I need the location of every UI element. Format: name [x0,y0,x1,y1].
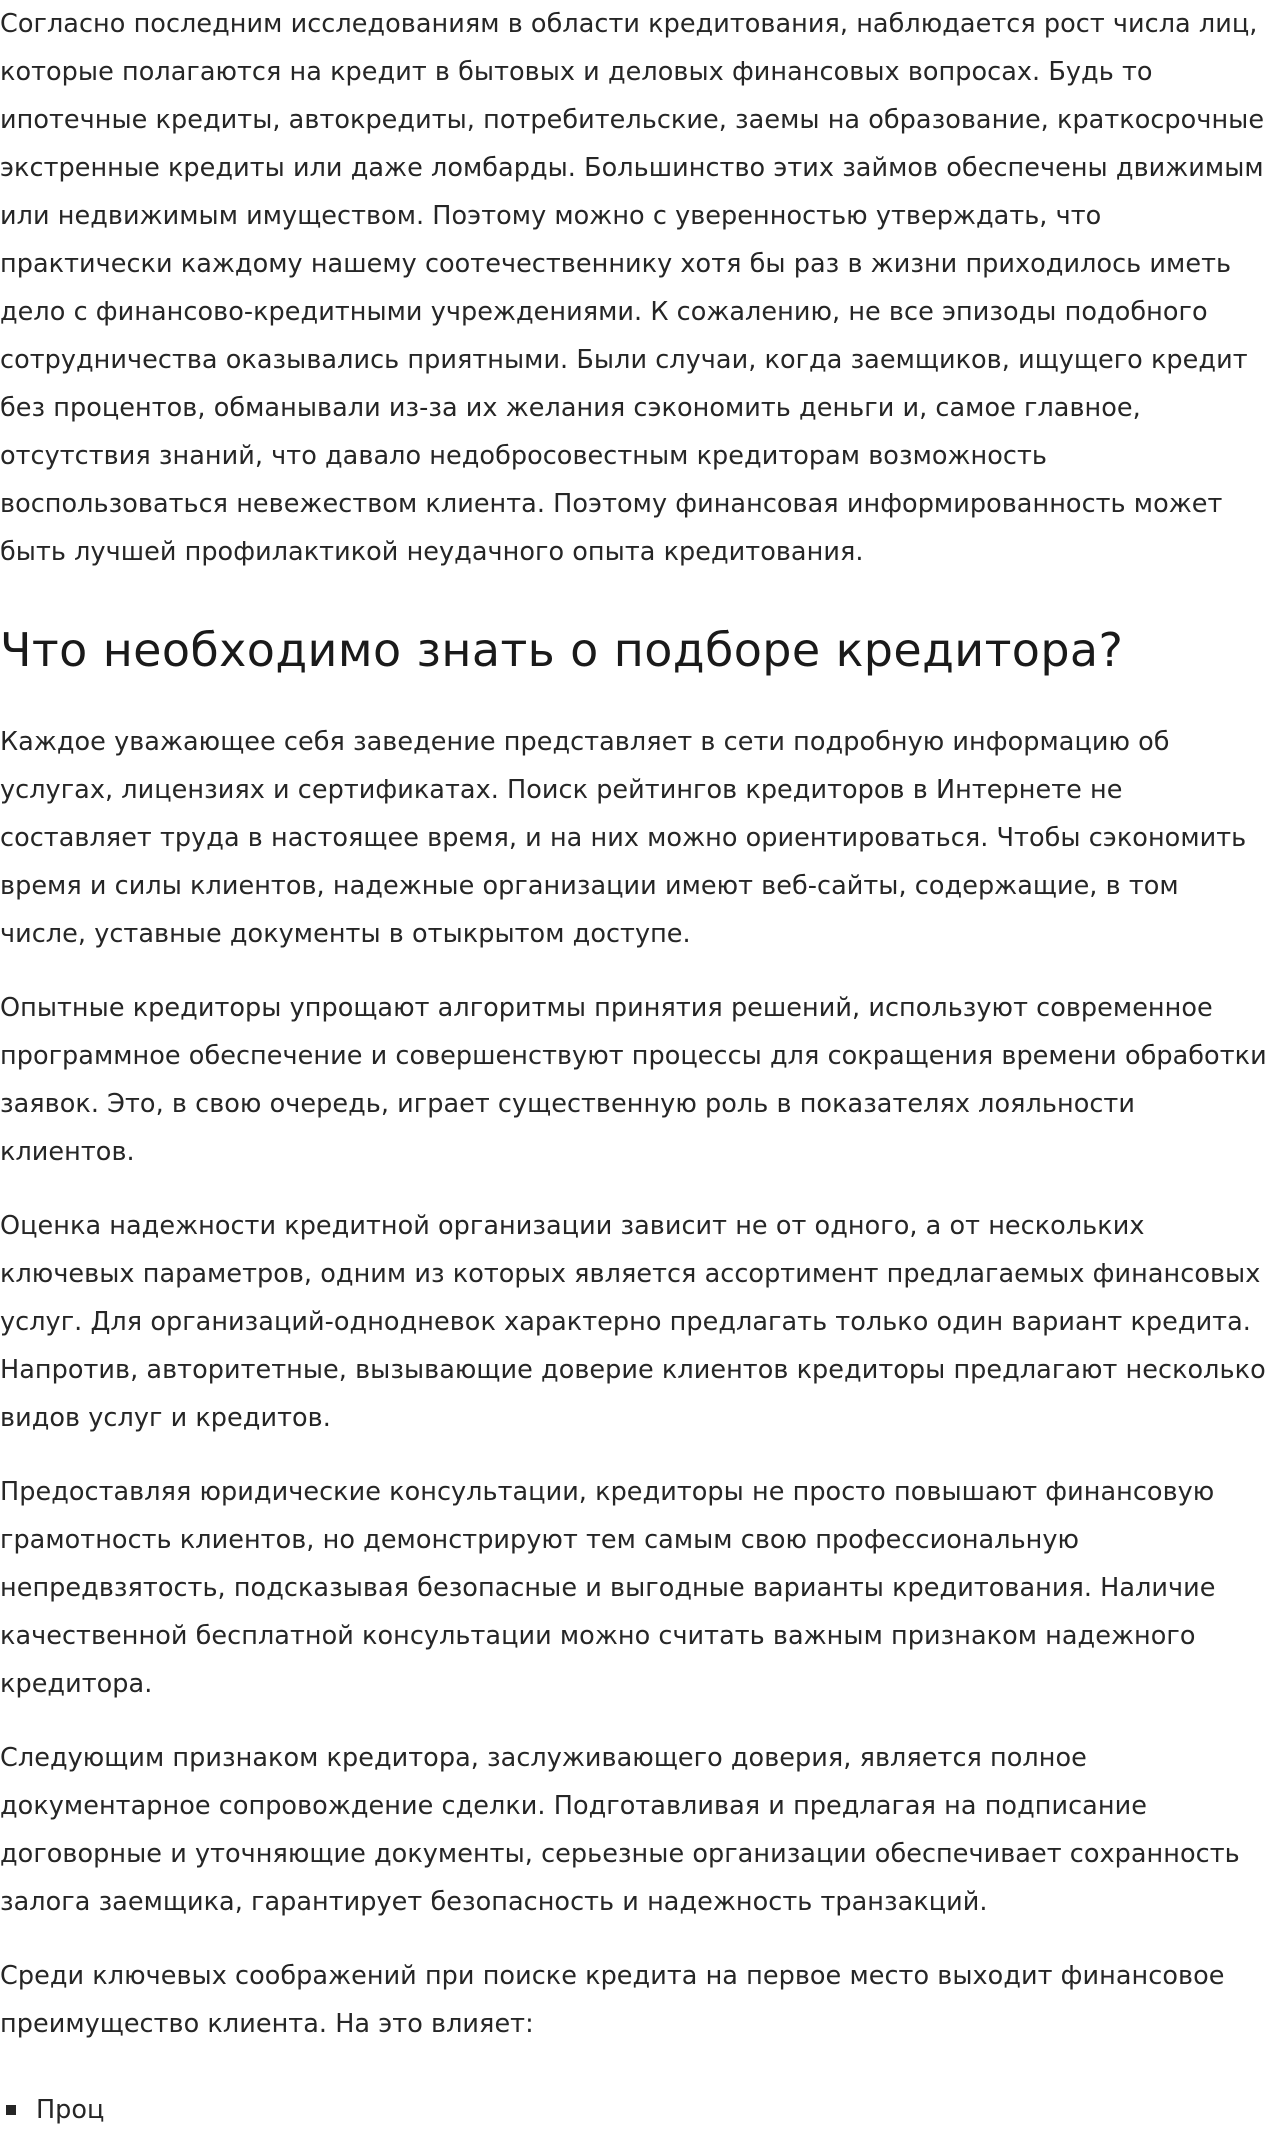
factors-list [0,2086,1268,2134]
paragraph-consultations: Предоставляя юридические консультации, кредиторы не просто повышают финансовую грамотность клиентов, но демонстрируют тем самым свою профессиональную непредвзятость, подсказывая безопасные и выгодные варианты кредитования. Наличие качественной бесплатной консультации можно считать важным признаком надежного кредитора. [0,1477,1216,1699]
section-heading: Что необходимо знать о подборе кредитора? [0,623,1124,677]
paragraph-reliability: Оценка надежности кредитной организации зависит не от одного, а от нескольких ключевых параметров, одним из которых является ассортимент предлагаемых финансовых услуг. Для организаций-однодневок характерно предлагать только один вариант кредита. Напротив, авторитетные, вызывающие доверие клиентов кредиторы предлагают несколько видов услуг и кредитов. [0,1211,1266,1433]
paragraph-documents: Следующим признаком кредитора, заслуживающего доверия, является полное документарное сопровождение сделки. Подготавливая и предлагая на подписание договорные и уточняющие документы, серьезные организации обеспечивает сохранность залога заемщика, гарантирует безопасность и надежность транзакций. [0,1743,1240,1917]
list-item-label: Проц [36,2095,105,2125]
list-item [0,2086,1268,2134]
intro-paragraph: Согласно последним исследованиям в области кредитования, наблюдается рост числа лиц, которые полагаются на кредит в бытовых и деловых финансовых вопросах. Будь то ипотечные кредиты, автокредиты, потребительские, заемы на образование, краткосрочные экстренные кредиты или даже ломбарды. Большинство этих займов обеспечены движимым или недвижимым имуществом. Поэтому можно с уверенностью утверждать, что практически каждому нашему соотечественнику хотя бы раз в жизни приходилось иметь дело с финансово-кредитными учреждениями. К сожалению, не все эпизоды подобного сотрудничества оказывались приятными. Были случаи, когда заемщиков, ищущего кредит без процентов, обманывали из-за их желания сэкономить деньги и, самое главное, отсутствия знаний, что давало недобросовестным кредиторам возможность воспользоваться невежеством клиента. Поэтому финансовая информированность может быть лучшей профилактикой неудачного опыта кредитования. [0,9,1265,567]
paragraph-processes: Опытные кредиторы упрощают алгоритмы принятия решений, используют современное программное обеспечение и совершенствуют процессы для сокращения времени обработки заявок. Это, в свою очередь, играет существенную роль в показателях лояльности клиентов. [0,993,1267,1167]
paragraph-benefit: Среди ключевых соображений при поиске кредита на первое место выходит финансовое преимущество клиента. На это влияет: [0,1961,1225,2039]
paragraph-sources: Каждое уважающее себя заведение представляет в сети подробную информацию об услугах, лицензиях и сертификатах. Поиск рейтингов кредиторов в Интернете не составляет труда в настоящее время, и на них можно ориентироваться. Чтобы сэкономить время и силы клиентов, надежные организации имеют веб-сайты, содержащие, в том числе, уставные документы в отыкрытом доступе. [0,727,1247,949]
square-bullet-icon [6,2105,16,2115]
